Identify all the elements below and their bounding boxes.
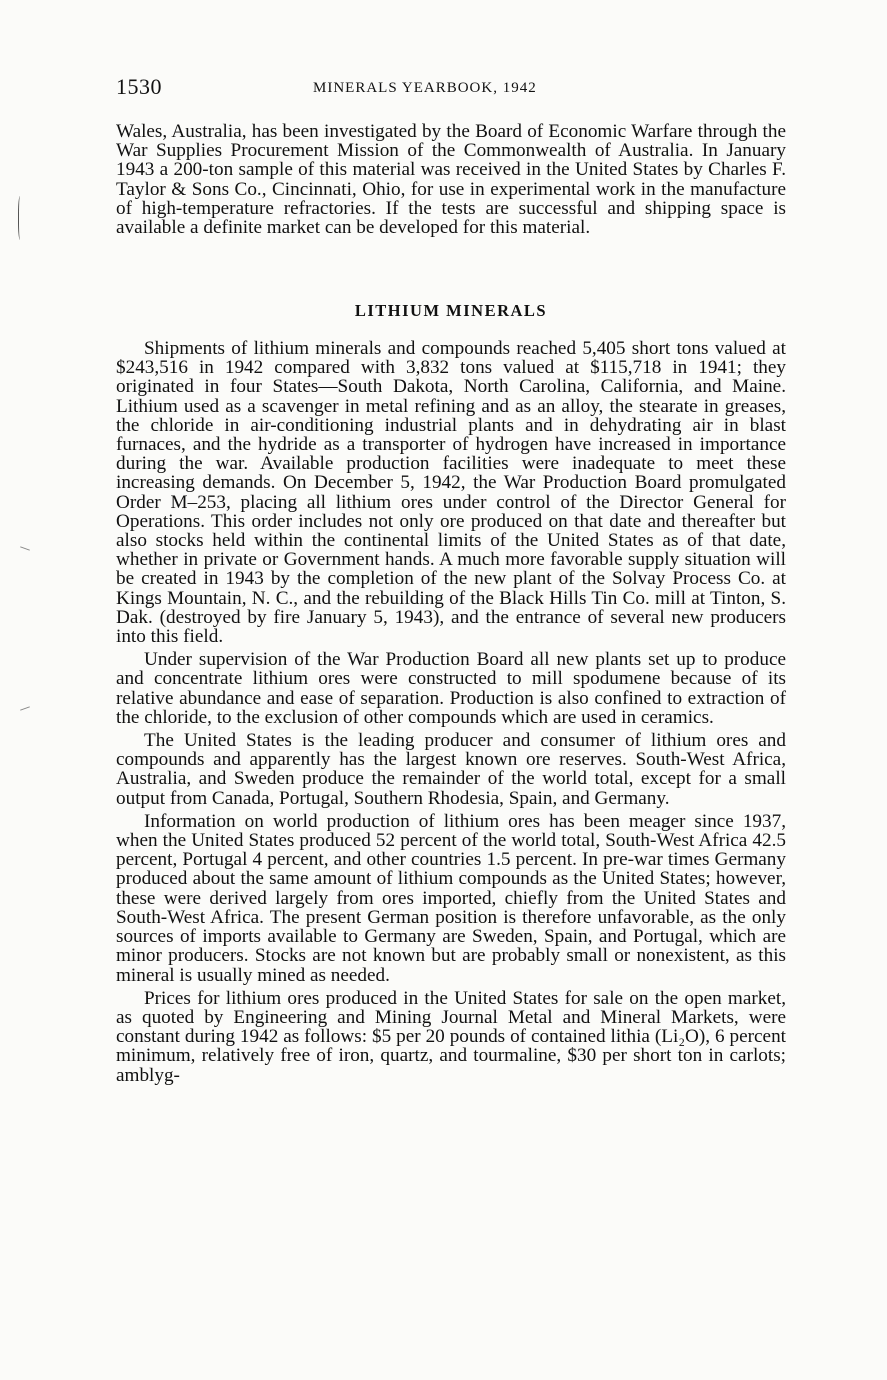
body-paragraph: Information on world production of lithium ores has been meager since 1937, when the United States produced 52 percent of the world total, South-West Africa 42.5 percent, Portugal 4 percent, and other countries 1.5 percent. In pre-war times Germany produced about the same amount of lithium compounds as the United States; however, these were derived largely from ores imported, chiefly from the United States and South-West Africa. The present German position is therefore unfavorable, as the only sources of imports available to Germany are Sweden, Spain, and Portugal, which are minor producers. Stocks are not known but are probably small or nonexistent, as this mineral is usually mined as needed. (116, 810, 786, 986)
running-title: MINERALS YEARBOOK, 1942 (313, 80, 537, 96)
body-paragraph: Prices for lithium ores produced in the United States for sale on the open market, as quoted by Engineering and Mining Journal Metal and Mineral Markets, were constant during 1942 as follows: $5 per 20 pounds of contained lithia (Li₂O), 6 percent minimum, relatively free of iron, quartz, and tourmaline, $30 per short ton in carlots; amblyg- (116, 987, 786, 1086)
page-header (116, 74, 786, 106)
body-paragraph: Under supervision of the War Production Board all new plants set up to produce and concentrate lithium ores were constructed to mill spodumene because of its relative abundance and ease of separation. Production is also confined to extraction of the chloride, to the exclusion of other compounds which are used in ceramics. (116, 649, 786, 728)
body-paragraph: The United States is the leading producer and consumer of lithium ores and compounds and apparently has the largest known ore reserves. South-West Africa, Australia, and Sweden produce the remainder of the world total, except for a small output from Canada, Portugal, Southern Rhodesia, Spain, and Germany. (116, 730, 786, 809)
section-heading: LITHIUM MINERALS (354, 301, 548, 320)
section-body (116, 339, 786, 1085)
intro-paragraph: Wales, Australia, has been investigated by the Board of Economic Warfare through the War Supplies Procurement Mission of the Commonwealth of Australia. In January 1943 a 200-ton sample of this material was received in the United States by Charles F. Taylor & Sons Co., Cincinnati, Ohio, for use in experimental work in the manufacture of high-temperature refractories. If the tests are successful and shipping space is available a definite market can be developed for this material. (116, 121, 786, 239)
margin-scratch-mark (20, 546, 30, 550)
margin-bracket-mark (18, 196, 23, 240)
intro-text-block (116, 122, 786, 237)
margin-scratch-mark (20, 706, 30, 710)
body-paragraph: Shipments of lithium minerals and compounds reached 5,405 short tons valued at $243,516 in 1942 compared with 3,832 tons valued at $115,718 in 1941; they originated in four States—South Dakota, North Carolina, California, and Maine. Lithium used as a scavenger in metal refining and as an alloy, the stearate in greases, the chloride in air-conditioning industrial plants and in dehydrating air in blast furnaces, and the hydride as a transporter of hydrogen have increased in importance during the war. Available production facilities were inadequate to meet these increasing demands. On December 5, 1942, the War Production Board promulgated Order M–253, placing all lithium ores under control of the Director General for Operations. This order includes not only ore produced on that date and thereafter but also stocks held within the continental limits of the United States as of that date, whether in private or Government hands. A much more favorable supply situation will be created in 1943 by the completion of the new plant of the Solvay Process Co. at Kings Mountain, N. C., and the rebuilding of the Black Hills Tin Co. mill at Tinton, S. Dak. (destroyed by fire January 5, 1943), and the entrance of several new producers into this field. (116, 338, 786, 648)
page-number: 1530 (116, 74, 162, 99)
